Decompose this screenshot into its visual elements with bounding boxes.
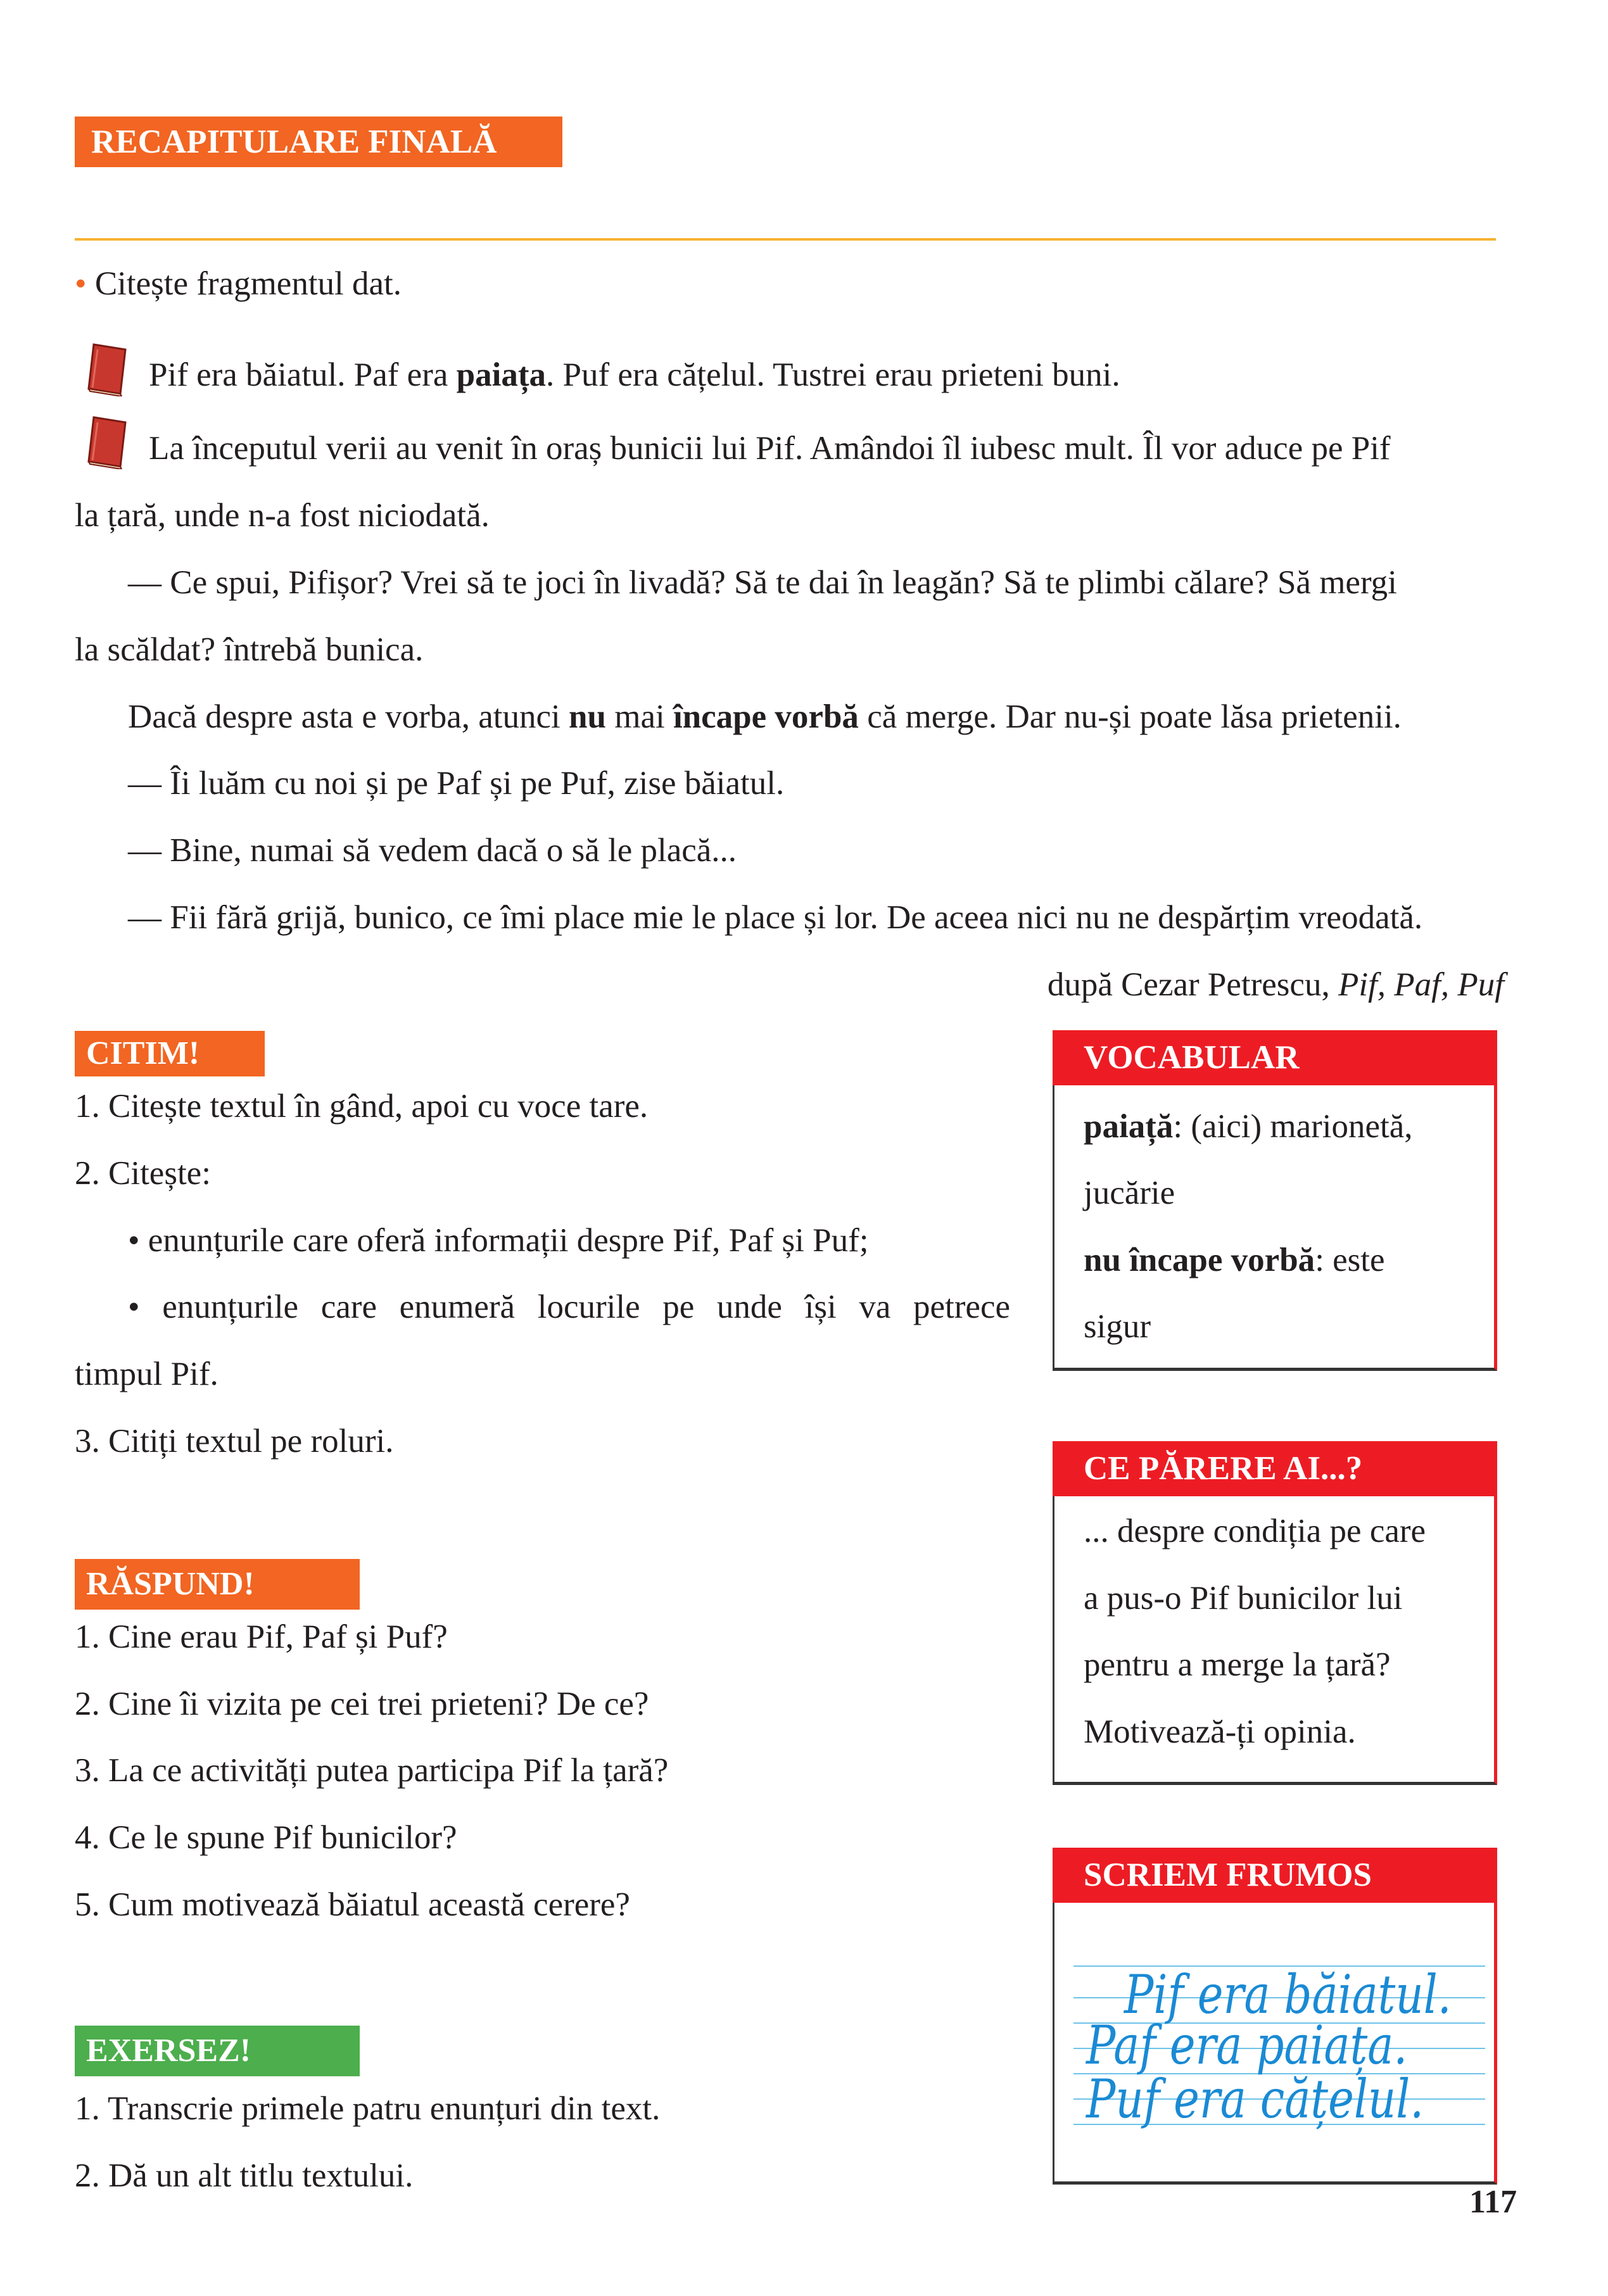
raspund-question-1: 1. Cine erau Pif, Paf și Puf? bbox=[75, 1618, 448, 1655]
story-paragraph-3-line1: — Ce spui, Pifișor? Vrei să te joci în livadă? Să te dai în leagăn? Să te plimbi călare? Să mergi bbox=[128, 564, 1397, 601]
citim-question-3: 3. Citiți textul pe roluri. bbox=[75, 1423, 394, 1460]
raspund-question-5: 5. Cum motivează băiatul această cerere? bbox=[75, 1886, 630, 1923]
citim-question-2a: • enunțurile care oferă informații despre Pif, Paf și Puf; bbox=[128, 1222, 869, 1259]
parere-line-1: ... despre condiția pe care bbox=[1084, 1513, 1426, 1549]
exersez-question-2: 2. Dă un alt titlu textului. bbox=[75, 2157, 414, 2194]
vocabular-title: VOCABULAR bbox=[1053, 1030, 1497, 1085]
parere-line-2: a pus-o Pif bunicilor lui bbox=[1084, 1580, 1403, 1617]
exersez-label: EXERSEZ! bbox=[75, 2026, 360, 2076]
handwriting-line-3: Puf era cățelul. bbox=[1086, 2068, 1424, 2130]
scriem-title: SCRIEM FRUMOS bbox=[1053, 1848, 1497, 1903]
bullet-icon: • bbox=[75, 265, 87, 302]
story-paragraph-3-line2: la scăldat? întrebă bunica. bbox=[75, 631, 424, 668]
citim-question-1: 1. Citește textul în gând, apoi cu voce tare. bbox=[75, 1088, 649, 1125]
parere-line-4: Motivează-ți opinia. bbox=[1084, 1713, 1356, 1750]
vocabular-entry-2: nu încape vorbă: este bbox=[1084, 1242, 1385, 1278]
story-paragraph-6: — Bine, numai să vedem dacă o să le placă... bbox=[128, 832, 737, 869]
handwriting-line-2: Paf era paiața. bbox=[1086, 2014, 1408, 2076]
vocabular-entry-1-cont: jucărie bbox=[1084, 1175, 1175, 1211]
citim-question-2: 2. Citește: bbox=[75, 1155, 211, 1192]
citim-label: CITIM! bbox=[75, 1031, 265, 1076]
parere-box bbox=[1053, 1441, 1497, 1785]
handwriting-line-1: Pif era băiatul. bbox=[1124, 1964, 1452, 2026]
page-number: 117 bbox=[1469, 2184, 1517, 2220]
citim-question-2b-line1: • enunțurile care enumeră locurile pe unde își va petrece bbox=[128, 1289, 1010, 1325]
section-title: RECAPITULARE FINALĂ bbox=[75, 117, 562, 167]
story-paragraph-4: Dacă despre asta e vorba, atunci nu mai încape vorbă că merge. Dar nu-și poate lăsa prietenii. bbox=[128, 698, 1402, 735]
raspund-question-3: 3. La ce activități putea participa Pif la țară? bbox=[75, 1752, 669, 1789]
instruction: • Citește fragmentul dat. bbox=[75, 265, 402, 302]
vocabular-entry-2-cont: sigur bbox=[1084, 1308, 1151, 1345]
story-paragraph-7: — Fii fără grijă, bunico, ce îmi place mie le place și lor. De aceea nici nu ne despărțim vreodată. bbox=[128, 899, 1423, 936]
exersez-question-1: 1. Transcrie primele patru enunțuri din text. bbox=[75, 2090, 661, 2127]
story-paragraph-2-line1: La începutul verii au venit în oraș bunicii lui Pif. Amândoi îl iubesc mult. Îl vor aduce pe Pif bbox=[149, 430, 1391, 467]
story-paragraph-2-line2: la țară, unde n-a fost niciodată. bbox=[75, 497, 490, 534]
vocabular-box bbox=[1053, 1030, 1497, 1371]
raspund-question-4: 4. Ce le spune Pif bunicilor? bbox=[75, 1819, 457, 1856]
book-icon bbox=[85, 342, 129, 396]
raspund-label: RĂSPUND! bbox=[75, 1559, 360, 1610]
story-source: după Cezar Petrescu, Pif, Paf, Puf bbox=[1047, 966, 1504, 1003]
header-rule bbox=[75, 238, 1496, 241]
book-icon bbox=[85, 415, 129, 469]
raspund-question-2: 2. Cine îi vizita pe cei trei prieteni? De ce? bbox=[75, 1686, 649, 1722]
story-paragraph-1: Pif era băiatul. Paf era paiața. Puf era cățelul. Tustrei erau prieteni buni. bbox=[149, 356, 1120, 393]
vocabular-entry-1: paiață: (aici) marionetă, bbox=[1084, 1108, 1413, 1145]
story-paragraph-5: — Îi luăm cu noi și pe Paf și pe Puf, zise băiatul. bbox=[128, 765, 785, 802]
parere-line-3: pentru a merge la țară? bbox=[1084, 1646, 1391, 1683]
scriem-box bbox=[1053, 1848, 1497, 2185]
parere-title: CE PĂRERE AI...? bbox=[1053, 1441, 1497, 1496]
citim-question-2b-line2: timpul Pif. bbox=[75, 1356, 218, 1392]
